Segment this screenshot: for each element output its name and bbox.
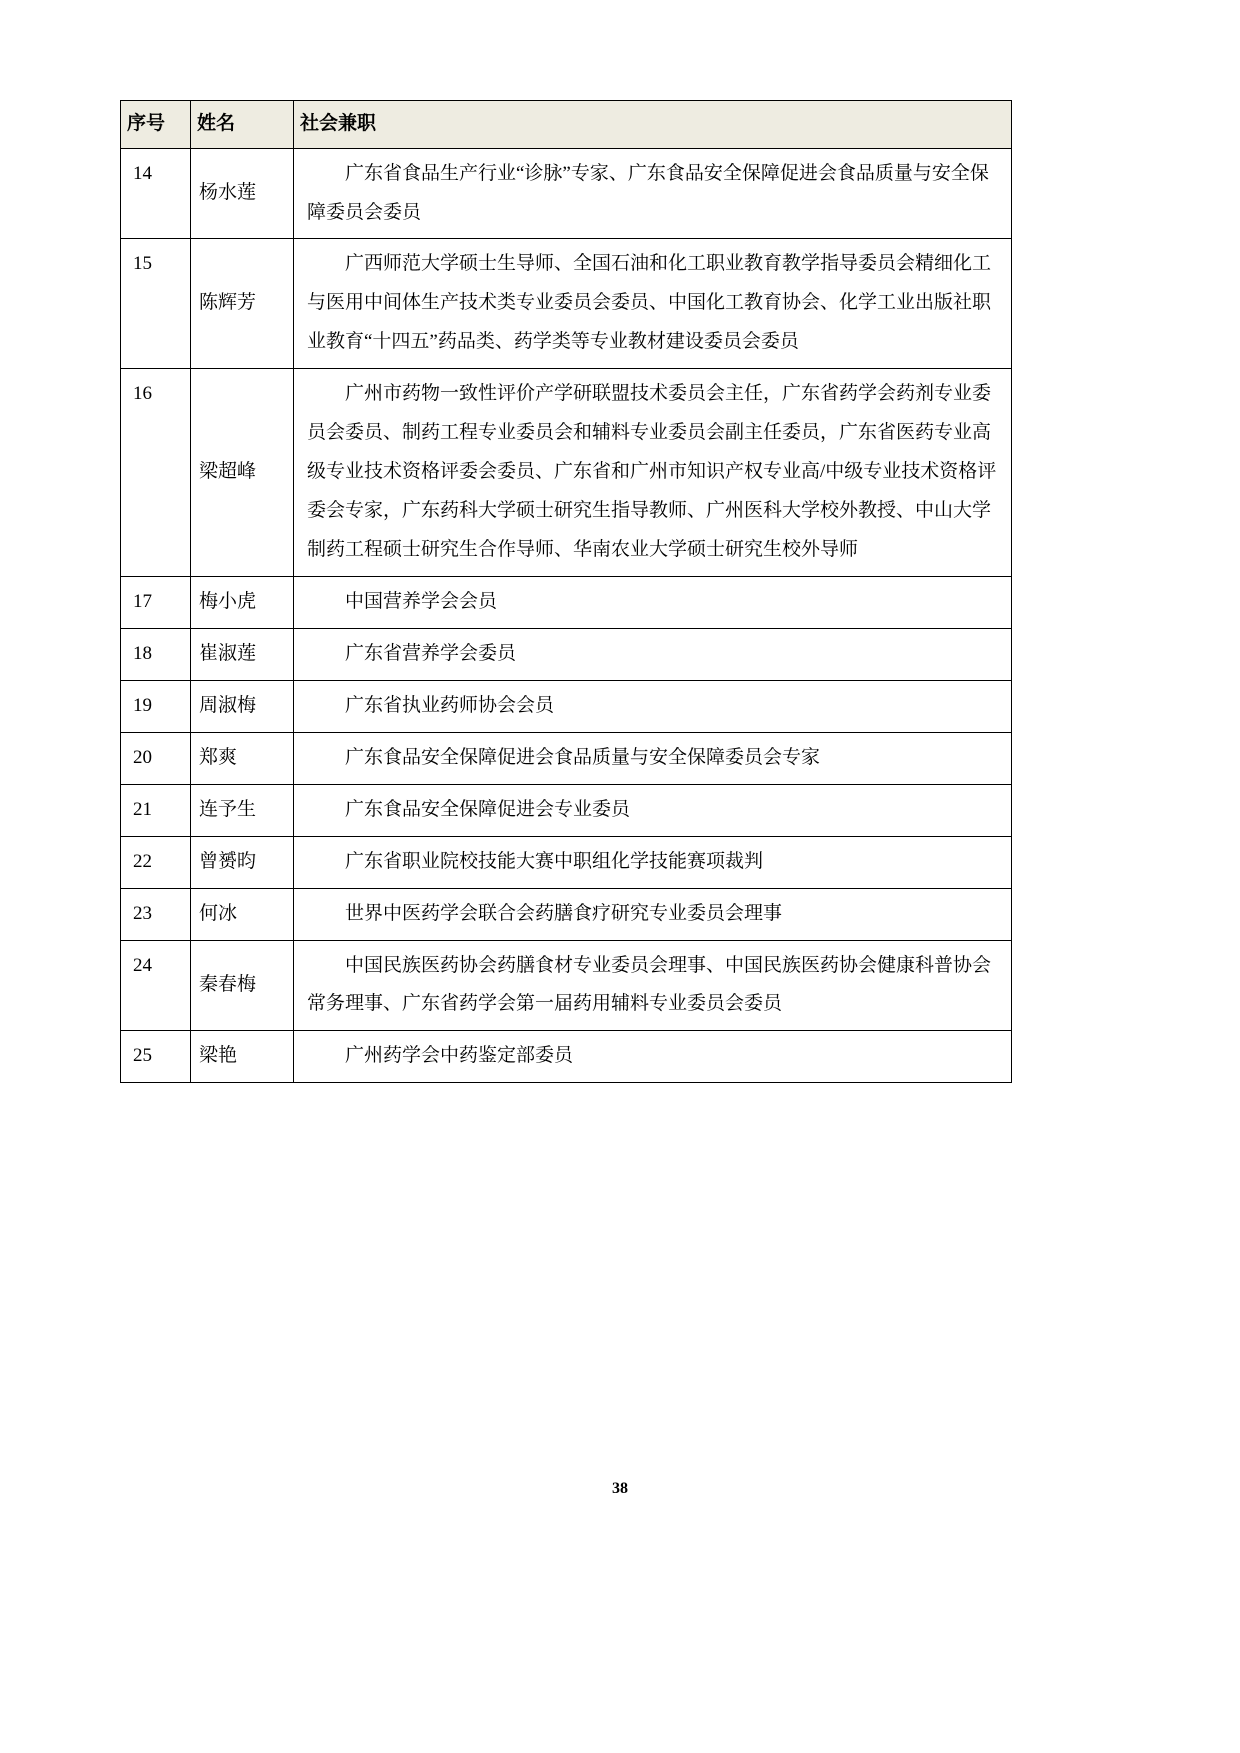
position-text: 世界中医药学会联合会药膳食疗研究专业委员会理事: [345, 902, 783, 924]
person-position: [294, 576, 1012, 628]
person-name: 秦春梅: [191, 940, 294, 1031]
position-text: 中国民族医药协会药膳食材专业委员会理事、中国民族医药协会健康科普协会常务理事、广东省药学会第一届药用辅料专业委员会委员: [307, 954, 992, 1015]
row-index: 20: [121, 732, 191, 784]
person-name: 梁艳: [191, 1031, 294, 1083]
position-text: 广东食品安全保障促进会食品质量与安全保障委员会专家: [345, 746, 821, 768]
position-text: 广东省营养学会委员: [345, 642, 517, 664]
person-name: 周淑梅: [191, 680, 294, 732]
row-index: 22: [121, 836, 191, 888]
person-name: 连予生: [191, 784, 294, 836]
table-row: [121, 148, 1012, 239]
table-row: [121, 369, 1012, 577]
table-row: [121, 836, 1012, 888]
row-index: 21: [121, 784, 191, 836]
person-position: [294, 784, 1012, 836]
table-row: [121, 680, 1012, 732]
row-index: 17: [121, 576, 191, 628]
row-index: 18: [121, 628, 191, 680]
person-name: 梁超峰: [191, 369, 294, 577]
table-row: [121, 888, 1012, 940]
table-head: [121, 101, 1012, 149]
row-index: 24: [121, 940, 191, 1031]
person-position: [294, 239, 1012, 369]
row-index: 14: [121, 148, 191, 239]
person-position: [294, 940, 1012, 1031]
row-index: 19: [121, 680, 191, 732]
position-text: 广东省执业药师协会会员: [345, 694, 555, 716]
person-position: [294, 836, 1012, 888]
table-row: [121, 239, 1012, 369]
person-position: [294, 628, 1012, 680]
header-position: 社会兼职: [294, 101, 1012, 149]
table-row: [121, 940, 1012, 1031]
person-position: [294, 888, 1012, 940]
person-name: 何冰: [191, 888, 294, 940]
person-name: 陈辉芳: [191, 239, 294, 369]
table-row: [121, 576, 1012, 628]
person-position: [294, 369, 1012, 577]
row-index: 15: [121, 239, 191, 369]
position-text: 广东省职业院校技能大赛中职组化学技能赛项裁判: [345, 850, 764, 872]
table-row: [121, 1031, 1012, 1083]
table-row: [121, 784, 1012, 836]
row-index: 23: [121, 888, 191, 940]
position-text: 广西师范大学硕士生导师、全国石油和化工职业教育教学指导委员会精细化工与医用中间体生产技术类专业委员会委员、中国化工教育协会、化学工业出版社职业教育“十四五”药品类、药学类等专业教材建设委员会委员: [307, 253, 992, 353]
table-body: [121, 148, 1012, 1083]
person-name: 崔淑莲: [191, 628, 294, 680]
header-index: 序号: [121, 101, 191, 149]
position-text: 中国营养学会会员: [345, 590, 498, 612]
row-index: 25: [121, 1031, 191, 1083]
person-position: [294, 1031, 1012, 1083]
person-position: [294, 680, 1012, 732]
table-row: [121, 628, 1012, 680]
person-name: 郑爽: [191, 732, 294, 784]
person-position: [294, 732, 1012, 784]
roster-table: [120, 100, 1012, 1083]
person-name: 曾赟昀: [191, 836, 294, 888]
header-row: [121, 101, 1012, 149]
position-text: 广州市药物一致性评价产学研联盟技术委员会主任，广东省药学会药剂专业委员会委员、制药工程专业委员会和辅料专业委员会副主任委员，广东省医药专业高级专业技术资格评委会委员、广东省和广州市知识产权专业高/中级专业技术资格评委会专家，广东药科大学硕士研究生指导教师、广州医科大学校外教授、中山大学制药工程硕士研究生合作导师、华南农业大学硕士研究生校外导师: [307, 383, 997, 561]
page-number: 38: [612, 1480, 628, 1497]
position-text: 广东省食品生产行业“诊脉”专家、广东食品安全保障促进会食品质量与安全保障委员会委员: [307, 162, 989, 223]
position-text: 广东食品安全保障促进会专业委员: [345, 798, 631, 820]
person-position: [294, 148, 1012, 239]
table-row: [121, 732, 1012, 784]
person-name: 杨水莲: [191, 148, 294, 239]
header-name: 姓名: [191, 101, 294, 149]
position-text: 广州药学会中药鉴定部委员: [345, 1045, 574, 1067]
person-name: 梅小虎: [191, 576, 294, 628]
row-index: 16: [121, 369, 191, 577]
